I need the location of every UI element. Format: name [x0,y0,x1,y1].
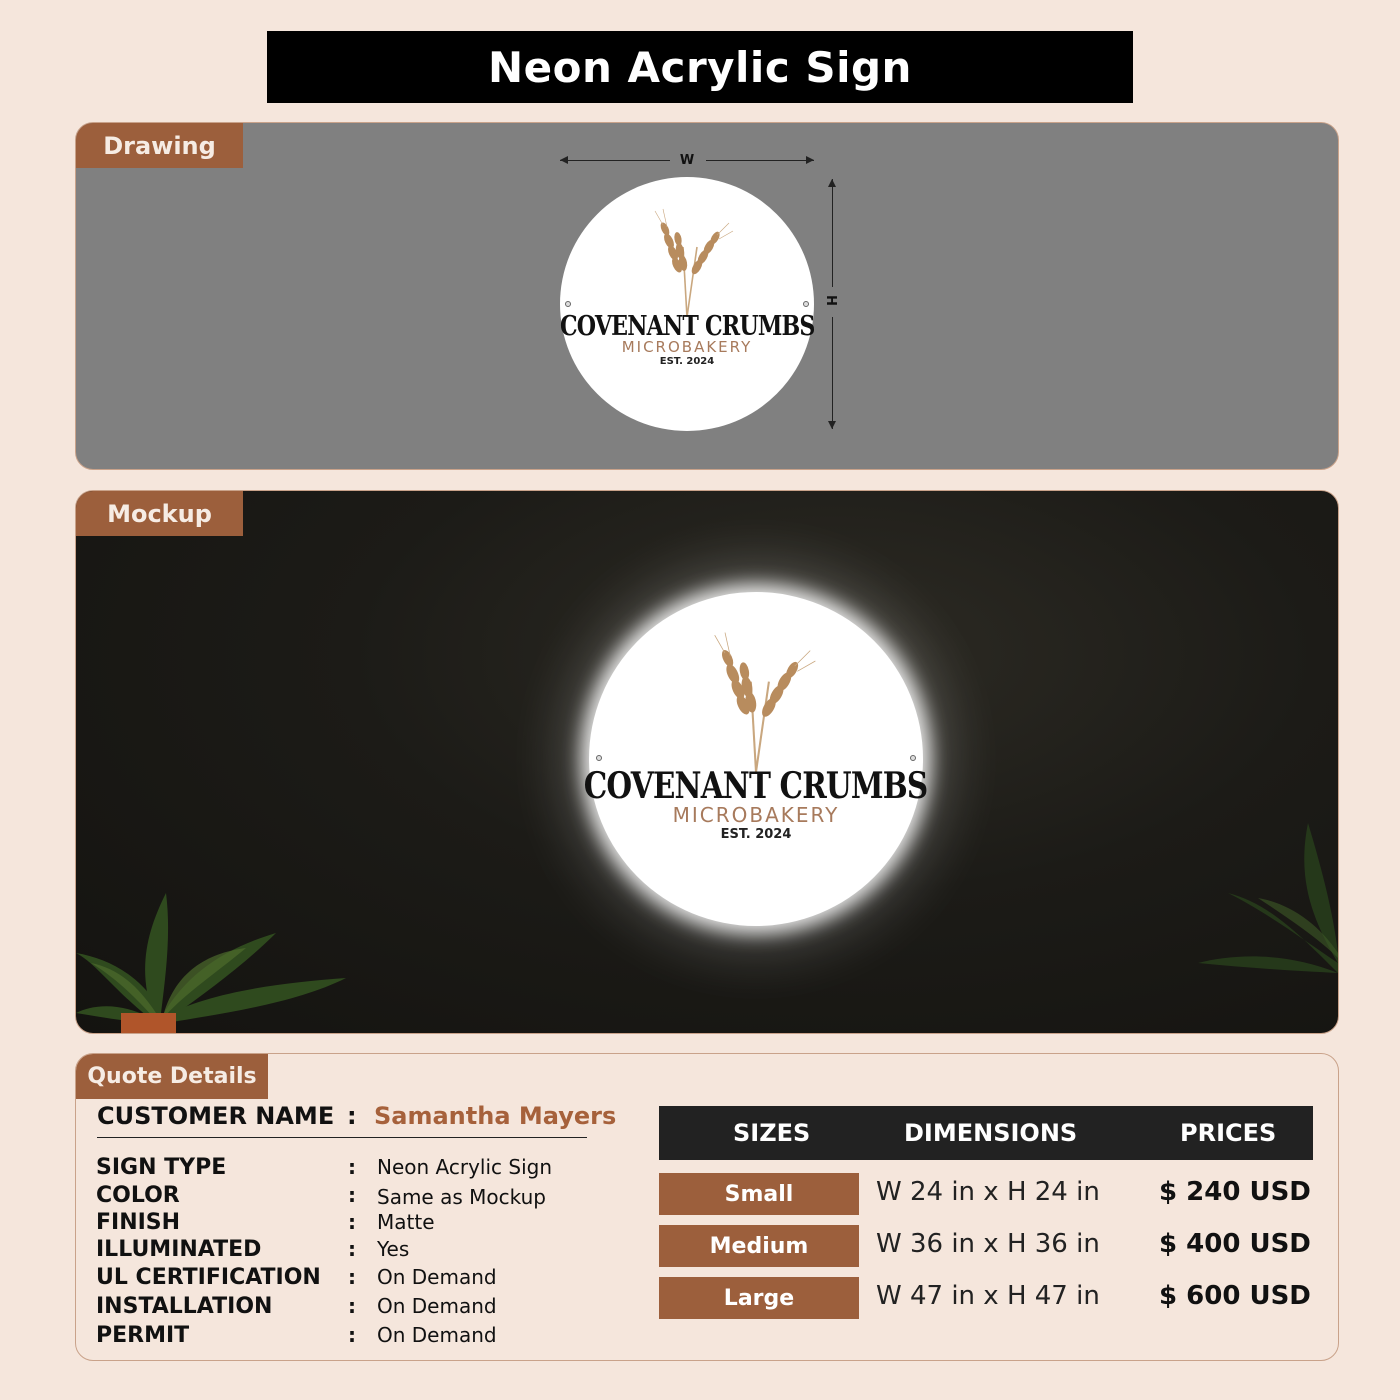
size-price: $ 600 USD [1159,1281,1311,1311]
brand-established: EST. 2024 [659,356,715,367]
header-dimensions: DIMENSIONS [904,1119,1078,1147]
brand-subtitle: MICROBAKERY [672,803,840,827]
header-sizes: SIZES [733,1119,811,1147]
detail-value: On Demand [377,1294,497,1318]
height-label: H [822,295,838,306]
detail-label: FINISH [96,1210,181,1235]
brand-name: COVENANT CRUMBS [584,765,928,807]
mount-hole-left [596,755,602,761]
arrow-down-icon [828,421,836,429]
detail-label: COLOR [96,1183,180,1208]
size-price: $ 240 USD [1159,1177,1311,1207]
header-prices: PRICES [1180,1119,1277,1147]
plant-right-image [1138,803,1338,973]
detail-label: SIGN TYPE [96,1155,227,1180]
colon: : [348,1265,356,1289]
size-dimensions: W 24 in x H 24 in [876,1177,1100,1207]
height-line-top [832,179,833,287]
height-line-bottom [832,317,833,429]
customer-name-label: CUSTOMER NAME [97,1102,335,1130]
arrow-up-icon [828,179,836,187]
detail-value: Same as Mockup [377,1185,546,1209]
detail-label: PERMIT [96,1323,190,1348]
drawing-panel [75,122,1339,470]
detail-value: On Demand [377,1265,497,1289]
wheat-logo-icon [690,630,822,772]
detail-row-permit [96,1323,576,1349]
mount-hole-right [910,755,916,761]
colon: : [348,1155,356,1179]
pricing-table-header [659,1106,1313,1160]
pricing-row-medium [659,1225,1313,1267]
detail-row-installation [96,1294,576,1320]
detail-label: ILLUMINATED [96,1237,262,1262]
page-title: Neon Acrylic Sign [267,31,1133,103]
size-button-small[interactable]: Small [659,1173,859,1215]
pricing-row-large [659,1277,1313,1319]
mount-hole-left [565,301,571,307]
detail-value: Neon Acrylic Sign [377,1155,553,1179]
colon: : [348,1323,356,1347]
size-button-large[interactable]: Large [659,1277,859,1319]
sign-mockup [584,592,928,926]
brand-subtitle: MICROBAKERY [621,338,753,356]
customer-name-value: Samantha Mayers [374,1102,617,1130]
size-price: $ 400 USD [1159,1229,1311,1259]
detail-label: UL CERTIFICATION [96,1265,321,1290]
mockup-tab: Mockup [76,491,243,536]
detail-row-sign-type [96,1155,576,1181]
colon: : [348,1237,356,1261]
plant-left-image [76,853,356,1033]
pricing-row-small [659,1173,1313,1215]
detail-value: Yes [377,1237,410,1261]
mockup-panel [75,490,1339,1034]
detail-value: On Demand [377,1323,497,1347]
quote-details-panel [75,1053,1339,1361]
wheat-logo-icon [637,207,737,317]
size-button-medium[interactable]: Medium [659,1225,859,1267]
colon: : [348,1294,356,1318]
colon: : [348,1210,356,1234]
size-dimensions: W 36 in x H 36 in [876,1229,1100,1259]
width-label: W [679,153,695,168]
detail-row-ul-certification [96,1265,576,1291]
detail-row-illuminated [96,1237,576,1263]
detail-value: Matte [377,1210,435,1234]
drawing-tab: Drawing [76,123,243,168]
brand-name: COVENANT CRUMBS [559,311,815,342]
sign-drawing [560,177,814,431]
colon: : [348,1183,356,1207]
height-dimension [824,179,840,429]
mount-hole-right [803,301,809,307]
quote-details-tab: Quote Details [76,1054,268,1099]
detail-row-color [96,1183,576,1209]
detail-label: INSTALLATION [96,1294,273,1319]
colon: : [347,1102,357,1130]
brand-established: EST. 2024 [720,827,792,842]
detail-row-finish [96,1210,576,1236]
size-dimensions: W 47 in x H 47 in [876,1281,1100,1311]
width-dimension [560,153,814,169]
customer-name-row [97,1102,617,1138]
